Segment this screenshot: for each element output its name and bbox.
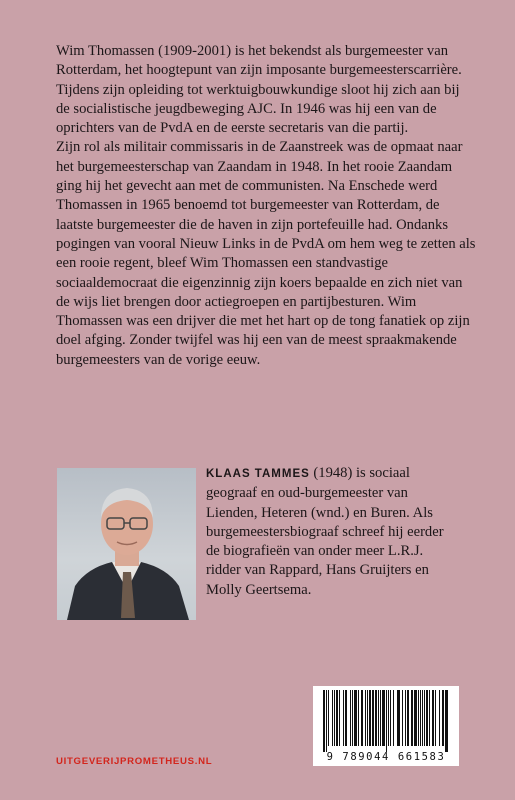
barcode-bar — [345, 690, 347, 746]
barcode-bar — [435, 690, 436, 746]
barcode-bar — [361, 690, 363, 746]
barcode-bar — [334, 690, 335, 746]
barcode-bar — [390, 690, 391, 746]
barcode-bar — [352, 690, 353, 746]
publisher-url: UITGEVERIJPROMETHEUS.NL — [56, 756, 213, 767]
barcode-bar — [424, 690, 425, 746]
barcode-icon — [313, 686, 459, 752]
barcode-bar — [411, 690, 413, 746]
blurb-text — [56, 42, 476, 370]
barcode-bar — [328, 690, 329, 746]
barcode-bar — [407, 690, 409, 746]
barcode-bar — [378, 690, 379, 746]
barcode-bar — [432, 690, 434, 746]
barcode-bar — [388, 690, 389, 746]
barcode-bar — [367, 690, 368, 746]
author-portrait-icon — [57, 468, 196, 620]
barcode-bar — [326, 690, 327, 752]
barcode-bar — [339, 690, 340, 746]
barcode-bar — [429, 690, 430, 746]
barcode-bar — [365, 690, 366, 746]
barcode-bar — [332, 690, 333, 746]
barcode-bar — [358, 690, 359, 746]
barcode-bar — [397, 690, 400, 746]
barcode-bar — [375, 690, 377, 746]
author-bio — [206, 464, 456, 600]
barcode-bar — [405, 690, 406, 746]
barcode-bar — [426, 690, 428, 746]
barcode-bar — [402, 690, 403, 746]
barcode-bar — [354, 690, 357, 746]
barcode-bar — [380, 690, 381, 746]
barcode-bar — [422, 690, 423, 746]
barcode-bar — [386, 690, 387, 752]
barcode-bar — [323, 690, 325, 752]
barcode-bar — [336, 690, 338, 746]
barcode-bar — [350, 690, 351, 746]
barcode-bar — [439, 690, 440, 746]
barcode-bar — [372, 690, 374, 746]
isbn-barcode — [313, 686, 459, 766]
barcode-bar — [420, 690, 421, 746]
barcode-bar — [414, 690, 417, 746]
barcode-bar — [382, 690, 385, 746]
barcode-bar — [445, 690, 448, 752]
barcode-bar — [393, 690, 394, 746]
barcode-bar — [442, 690, 444, 746]
barcode-bar — [418, 690, 419, 746]
barcode-bar — [343, 690, 344, 746]
blurb-paragraph-1: Wim Thomassen (1909-2001) is het bekendst als burgemeester van Rotterdam, het hoogtepunt van zijn imposante burgemeesterscarrière. Tijdens zijn opleiding tot werktuigbouwkundige sloot hij zich aan bij de socialistische jeugdbeweging AJC. In 1946 was hij een van de oprichters van de PvdA en de eerste secretaris van die partij. — [56, 43, 462, 137]
author-bio-text: (1948) is sociaal geograaf en oud-burgemeester van Lienden, Heteren (wnd.) en Buren. Als burgemeestersbiograaf schreef hij eerder de biografieën van onder meer L.R.J. ridder van Rappard, Hans Gruijters en Molly Geertsema. — [206, 465, 444, 598]
barcode-bar — [369, 690, 371, 746]
author-photo — [57, 468, 196, 620]
blurb-paragraph-2: Zijn rol als militair commissaris in de Zaanstreek was de opmaat naar het burgemeesterschap van Zaandam in 1948. In het rooie Zaandam ging hij het gevecht aan met de communisten. Na Enschede werd Thomassen in 1965 benoemd tot burgemeester van Rotterdam, de laatste burgemeester die de haven in zijn portefeuille had. Ondanks pogingen van vooral Nieuw Links in de PvdA om hem weg te zetten als een rooie regent, bleef Wim Thomassen een standvastige sociaaldemocraat die eigenzinnig zijn koers bepaalde en zich niet van de wijs liet brengen door actiegroepen en partijbesturen. Wim Thomassen was een drijver die met het hart op de tong fanatiek op zijn doel afging. Zonder twijfel was hij een van de meest spraakmakende burgemeesters van de vorige eeuw. — [56, 139, 476, 368]
author-name: KLAAS TAMMES — [206, 468, 310, 480]
isbn-digits: 9 789044 661583 — [326, 751, 446, 763]
